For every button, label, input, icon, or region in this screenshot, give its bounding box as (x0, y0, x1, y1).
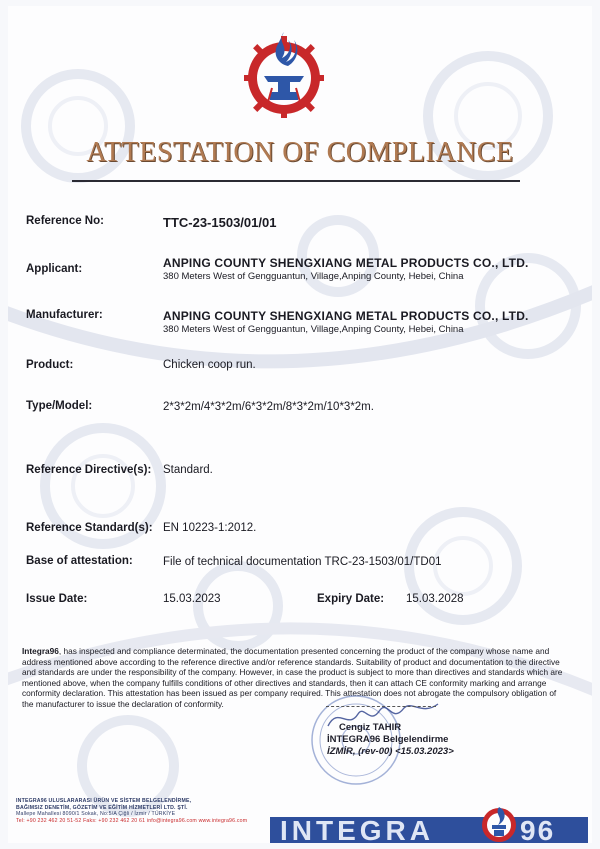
footer-line-2: BAĞIMSIZ DENETİM, GÖZETİM VE EĞİTİM HİZMETLERİ LTD. ŞTİ. (16, 804, 188, 811)
background-swoosh (8, 6, 592, 843)
footer-line-3: Mallepe Mahallesi 8090/1 Sokak, No:5/A Çiğli / İzmir / TÜRKİYE (16, 811, 176, 818)
footer-line-1: INTEGRA96 ULUSLARARASI ÜRÜN VE SİSTEM BELGELENDİRME, (16, 798, 192, 804)
expiry-date-label: Expiry Date: (317, 593, 385, 605)
applicant-name: ANPING COUNTY SHENGXIANG METAL PRODUCTS CO., LTD. (163, 256, 529, 270)
reference-directive-value: Standard. (163, 464, 213, 476)
integra96-footer-logo (270, 803, 588, 843)
svg-text:96: 96 (520, 815, 556, 843)
document-title: ATTESTATION OF COMPLIANCE (86, 137, 514, 168)
product-value: Chicken coop run. (163, 359, 256, 371)
manufacturer-address: 380 Meters West of Gengguantun, Village,Anping County, Hebei, China (163, 324, 464, 335)
signature-block (327, 722, 454, 758)
reference-standard-value: EN 10223-1:2012. (163, 522, 257, 534)
reference-no-label: Reference No: (26, 215, 104, 227)
footer-line-4: Tel: +90 232 462 20 51-52 Faks: +90 232 462 20 61 info@integra96.com www.integra96.com (16, 817, 248, 824)
type-model-label: Type/Model: (26, 400, 93, 412)
manufacturer-label: Manufacturer: (26, 309, 103, 321)
applicant-address: 380 Meters West of Gengguantun, Village,Anping County, Hebei, China (163, 271, 464, 282)
reference-standard-label: Reference Standard(s): (26, 522, 153, 534)
applicant-label: Applicant: (26, 263, 83, 275)
title-divider (72, 180, 520, 182)
signer-name: Cengiz TAHIR (339, 722, 402, 733)
statement-org: Integra96 (22, 646, 59, 656)
type-model-value: 2*3*2m/4*3*2m/6*3*2m/8*3*2m/10*3*2m. (163, 401, 374, 413)
issue-date-label: Issue Date: (26, 593, 88, 605)
footer-company-info (16, 798, 286, 824)
expiry-date-value: 15.03.2028 (406, 593, 464, 605)
certificate-page (8, 6, 592, 843)
svg-text:INTEGRA: INTEGRA (280, 815, 434, 843)
integra-emblem-logo (238, 28, 330, 120)
basis-label: Base of attestation: (26, 555, 133, 567)
signer-company: İNTEGRA96 Belgelendirme (327, 734, 449, 745)
product-label: Product: (26, 359, 74, 371)
signer-location: İZMİR, (rev-00) <15.03.2023> (327, 746, 454, 757)
compliance-statement (22, 646, 570, 710)
issue-date-value: 15.03.2023 (163, 593, 221, 605)
statement-text: , has inspected and compliance determinated, the documentation presented concerning the product of the company whose name and address mentioned above according to the reference directive and/or reference standards. Suitability of product and documentation to the directive and standards are under the responsibility of the company. However, in case the product is subject to more than directives and standards which are mentioned above, when the company fulfills conditions of other directives and standards, then it can attach CE conformity marking and arrange conformity declaration. This attestation has been issued as per company required. This attestation does not abrogate the compulsory obligation of the manufacturer to issue the declaration of conformity. (22, 646, 563, 709)
manufacturer-name: ANPING COUNTY SHENGXIANG METAL PRODUCTS CO., LTD. (163, 309, 529, 323)
reference-directive-label: Reference Directive(s): (26, 464, 152, 476)
signature-line (326, 706, 436, 708)
basis-value: File of technical documentation TRC-23-1503/01/TD01 (163, 556, 442, 568)
reference-no-value: TTC-23-1503/01/01 (163, 215, 277, 230)
